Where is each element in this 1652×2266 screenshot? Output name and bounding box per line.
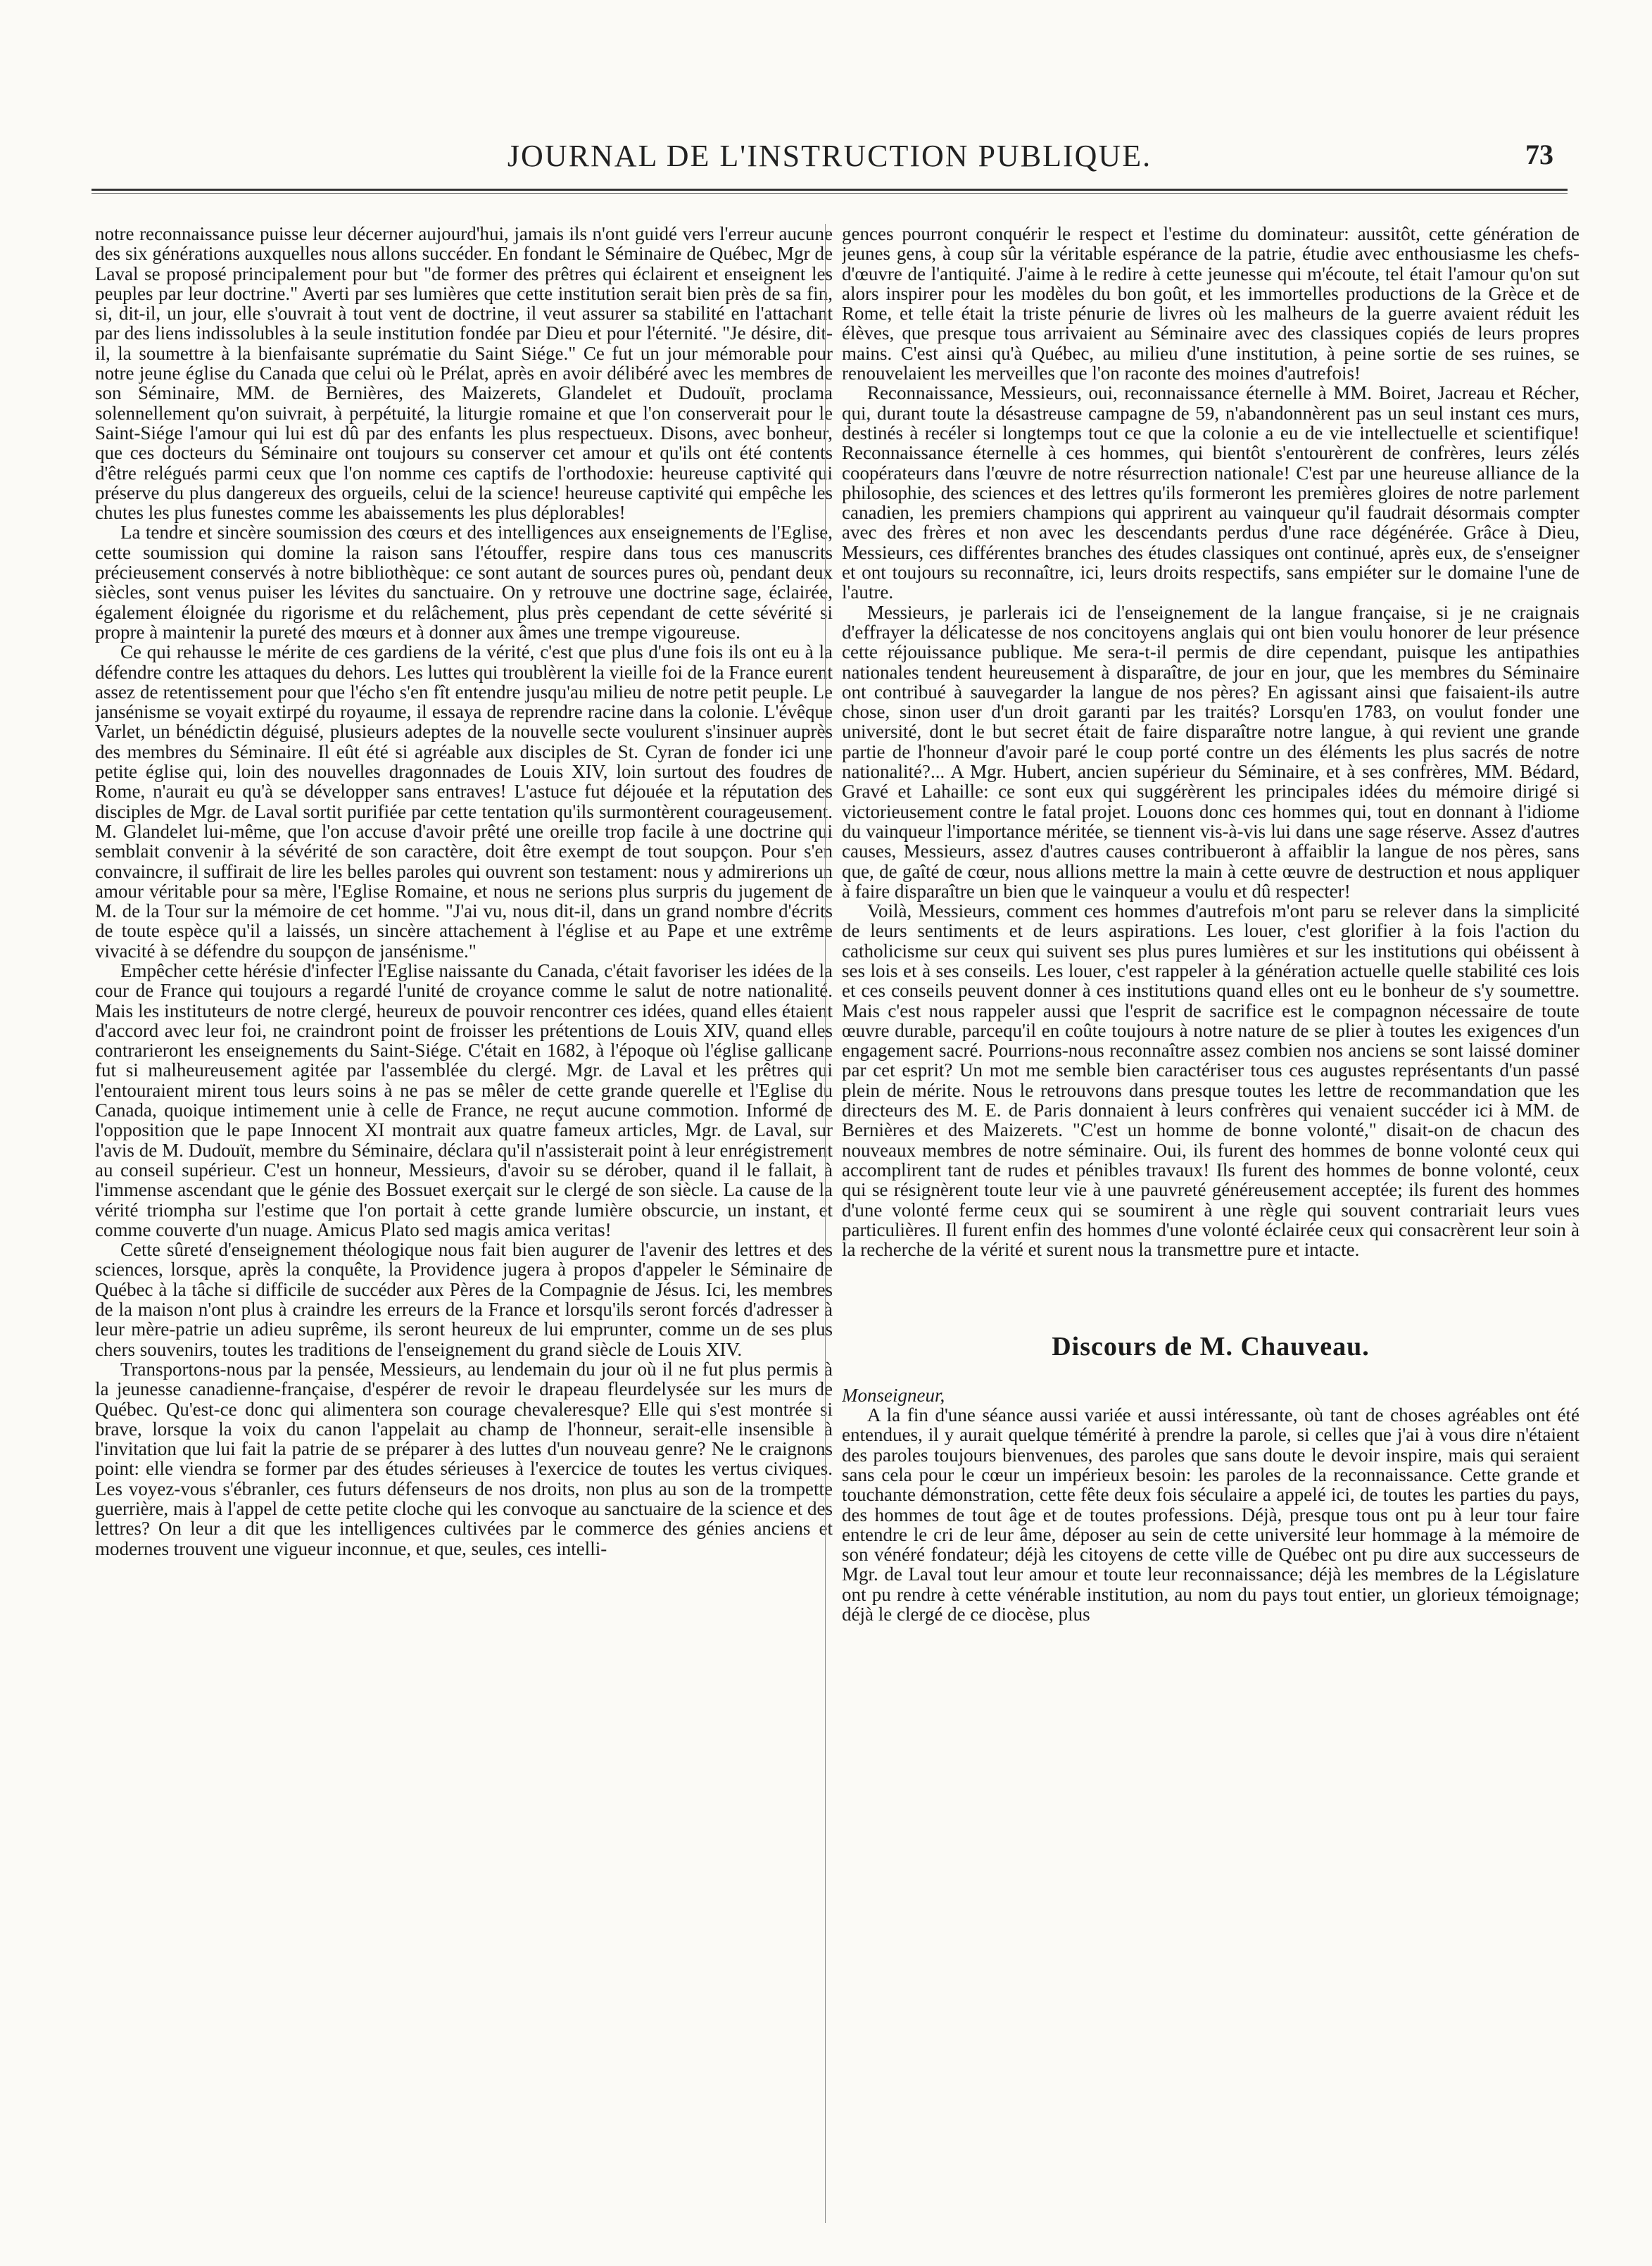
paragraph: gences pourront conquérir le respect et l'estime du dominateur: aussitôt, cette génération de jeunes gens, à coup sûr la véritable espérance de la patrie, étudie avec enthousiasme les chefs-d'œuvre de l'antiquité. J'aime à le redire à cette jeunesse qui m'écoute, tel était l'amour qu'on sut alors inspirer pour les modèles du bon goût, et les immortelles productions de la Grèce et de Rome, et telle était la triste pénurie de livres où les malheurs de la guerre avaient réduit les élèves, que presque tous arrivaient au Séminaire avec des classiques copiés de leurs propres mains. C'est ainsi qu'à Québec, au milieu d'une institution, à peine sortie de ses ruines, se renouvelaient les merveilles que l'on raconte des moines d'autrefois! [842, 224, 1580, 384]
paragraph: Ce qui rehausse le mérite de ces gardiens de la vérité, c'est que plus d'une fois ils ont eu à la défendre contre les attaques du dehors. Les luttes qui troublèrent la vieille foi de la France eurent assez de retentissement pour que l'écho s'en fît entendre jusqu'au milieu de notre petit peuple. Le jansénisme se voyait extirpé du royaume, il essaya de reprendre racine dans la colonie. L'évêque Varlet, un bénédictin déguisé, plusieurs adeptes de la nouvelle secte voulurent s'insinuer auprès des membres du Séminaire. Il eût été si agréable aux disciples de St. Cyran de fonder ici une petite église qui, loin des nouvelles dragonnades de Louis XIV, loin surtout des foudres de Rome, n'aurait eu qu'à se développer sans entraves! L'astuce fut déjouée et la réputation des disciples de Mgr. de Laval sortit purifiée par cette tentation qu'ils surmontèrent courageusement. M. Glandelet lui-même, que l'on accuse d'avoir prêté une oreille trop facile à une doctrine qui semblait convenir à la sévérité de son caractère, doit être exempt de tout soupçon. Pour s'en convaincre, il suffirait de lire les belles paroles qui ouvrent son testament: nous y admirerions un amour véritable pour sa mère, l'Eglise Romaine, et nous ne serions plus surpris du jugement de M. de la Tour sur la mémoire de cet homme. "J'ai vu, nous dit-il, dans un grand nombre d'écrits de toute espèce qu'il a laissés, un sincère attachement à l'église et au Pape et une extrême vivacité à se défendre du soupçon de jansénisme." [95, 641, 833, 962]
section-title: Discours de M. Chauveau. [1052, 1332, 1370, 1362]
right-column [842, 224, 1580, 2223]
page-number: 73 [1525, 139, 1553, 170]
paragraph: La tendre et sincère soumission des cœurs et des intelligences aux enseignements de l'Eglise, cette soumission qui domine la raison sans l'étouffer, respire dans tous ces manuscrits précieusement conservés à notre bibliothèque: ce sont autant de sources pures où, pendant deux siècles, sont venus puiser les lévites du sanctuaire. On y retrouve une doctrine sage, éclairée, également éloignée du rigorisme et du relâchement, plus près cependant de cette sévérité si propre à maintenir la pureté des mœurs et à donner aux âmes une trempe vigoureuse. [95, 522, 833, 643]
header-rule [92, 189, 1568, 194]
left-column [95, 224, 833, 2223]
paragraph: Voilà, Messieurs, comment ces hommes d'autrefois m'ont paru se relever dans la simplicité de leurs sentiments et de leurs aspirations. Les louer, c'est glorifier à la fois l'action du catholicisme sur ceux qui suivent ses plus pures lumières et sur les institutions qui obéissent à ses lois et à ses conseils. Les louer, c'est rappeler à la génération actuelle quelle stabilité ces lois et ces conseils peuvent donner à ces institutions quand elles ont eu le bonheur de s'y soumettre. Mais c'est nous rappeler aussi que l'esprit de sacrifice est le compagnon nécessaire de toute œuvre durable, parcequ'il en coûte toujours à notre nature de se plier à toutes les exigences d'un engagement sacré. Pourrions-nous reconnaître assez combien nos anciens se sont laissé dominer par cet esprit? Un mot me semble bien caractériser tous ces augustes représentants d'un passé plein de mérite. Nous le retrouvons dans presque toutes les lettre de recommandation que les directeurs des M. E. de Paris donnaient à leurs confrères qui venaient succéder ici à MM. de Bernières et des Maizerets. "C'est un homme de bonne volonté," disait-on de chacun des nouveaux membres de notre séminaire. Oui, ils furent des hommes de bonne volonté ceux qui accomplirent tant de rudes et pénibles travaux! Ils furent des hommes de bonne volonté, ceux qui se résignèrent toute leur vie à une pauvreté généreusement acceptée; ils furent des hommes d'une volonté ferme ceux qui se soumirent à une règle qui souvent contrariait leurs vues particulières. Il furent enfin des hommes d'une volonté éclairée ceux qui consacrèrent leur soin à la recherche de la vérité et surent nous la transmettre pure et intacte. [842, 900, 1580, 1261]
paragraph: Empêcher cette hérésie d'infecter l'Eglise naissante du Canada, c'était favoriser les idées de la cour de France qui toujours a regardé l'unité de croyance comme le salut de notre nationalité. Mais les instituteurs de notre clergé, heureux de pouvoir rencontrer ces idées, quand elles étaient d'accord avec leur foi, ne craindront point de froisser les prétentions de Louis XIV, quand elles contrarieront les enseignements du Saint-Siége. C'était en 1682, à l'époque où l'église gallicane fut si malheureusement agitée par l'assemblée du clergé. Mgr. de Laval et les prêtres qui l'entouraient mirent tous leurs soins à ne pas se mêler de cette grande querelle et l'Eglise du Canada, quoique intimement unie à celle de France, ne reçut aucune commotion. Informé de l'opposition que le pape Innocent XI montrait aux quatre fameux articles, Mgr. de Laval, sur l'avis de M. Dudouït, membre du Séminaire, déclara qu'il n'assisterait point à leur enrégistrement au conseil supérieur. C'est un honneur, Messieurs, d'avoir su se dérober, quand il le fallait, à l'immense ascendant que le génie des Bossuet exerçait sur le clergé de son siècle. La cause de la vérité triompha sur l'estime que l'on portait à cette grande lumière obscurcie, un instant, et comme couverte d'un nuage. Amicus Plato sed magis amica veritas! [95, 959, 833, 1240]
column-divider [825, 224, 826, 2223]
paragraph: Transportons-nous par la pensée, Messieurs, au lendemain du jour où il ne fut plus permis à la jeunesse canadienne-française, d'espérer de revoir le drapeau fleurdelysée sur les murs de Québec. Qu'est-ce donc qui alimentera son courage chevaleresque? Elle qui s'est montrée si brave, lorsque la voix du canon l'appelait au champ de l'honneur, serait-elle insensible à l'invitation que lui fait la patrie de se préparer à des luttes d'un nouveau genre? Ne le craignons point: elle viendra se former par des études sérieuses à l'exercice de toutes les vertus civiques. Les voyez-vous s'ébranler, ces futurs défenseurs de nos droits, non plus au son de la trompette guerrière, mais à l'appel de cette petite cloche qui les convoque au sanctuaire de la science et des lettres? On leur a dit que les intelligences cultivées par le commerce des génies anciens et modernes trouvent une vigueur inconnue, et que, seules, ces intelli- [95, 1358, 833, 1559]
paragraph: Cette sûreté d'enseignement théologique nous fait bien augurer de l'avenir des lettres et des sciences, lorsque, après la conquête, la Providence jugera à propos d'appeler le Séminaire de Québec à la tâche si difficile de succéder aux Pères de la Compagnie de Jésus. Ici, les membres de la maison n'ont plus à craindre les erreurs de la France et lorsqu'ils seront forcés d'adresser à leur mère-patrie un adieu suprême, ils seront heureux de lui emprunter, comme un de ses plus chers souvenirs, toutes les traditions de l'enseignement du grand siècle de Louis XIV. [95, 1239, 833, 1360]
paragraph: Reconnaissance, Messieurs, oui, reconnaissance éternelle à MM. Boiret, Jacreau et Récher, qui, durant toute la désastreuse campagne de 59, n'abandonnèrent pas un seul instant ces murs, destinés à recéler si longtemps tout ce que la colonie a eu de vie intellectuelle et scientifique! Reconnaissance éternelle à ces hommes, qui bientôt s'entourèrent de confrères, leurs zélés coopérateurs dans l'œuvre de notre résurrection nationale! C'est par une heureuse alliance de la philosophie, des sciences et des lettres qu'ils formeront les premières gloires de notre parlement canadien, les premiers champions qui apprirent au vainqueur qu'il faudrait désormais compter avec des frères et non avec les descendants perdus d'une race dégénérée. Grâce à Dieu, Messieurs, ces différentes branches des études classiques ont continué, après eux, de s'enseigner et ont toujours su reconnaître, ici, leurs droits respectifs, sans empiéter sur le domaine l'une de l'autre. [842, 382, 1580, 603]
page-header [92, 138, 1568, 180]
paragraph: notre reconnaissance puisse leur décerner aujourd'hui, jamais ils n'ont guidé vers l'erreur aucune des six générations auxquelles nous allons succéder. En fondant le Séminaire de Québec, Mgr de Laval se proposé principalement pour but "de former des prêtres qui éclairent et enseignent les peuples par leur doctrine." Averti par ses lumières que cette institution serait bien près de sa fin, si, dit-il, un jour, elle s'ouvrait à tout vent de doctrine, il veut assurer sa stabilité en l'attachant par des liens indissolubles à la seule institution fondée par Dieu et pour l'éternité. "Je désire, dit-il, la soumettre à la bienfaisante suprématie du Saint Siége." Ce fut un jour mémorable pour notre jeune église du Canada que celui où le Prélat, après en avoir délibéré avec les membres de son Séminaire, MM. de Bernières, des Maizerets, Glandelet et Dudouït, proclama solennellement qu'on suivrait, à perpétuité, la liturgie romaine et que l'on conserverait pour le Saint-Siége l'amour qui lui est dû par des enfants les plus respectueux. Disons, avec bonheur, que ces docteurs du Séminaire ont toujours su conserver cet amour et qu'ils ont été contents d'être relégués parmi ceux que l'on nomme ces captifs de l'orthodoxie: heureuse captivité qui préserve du plus dangereux des orgueils, celui de la science! heureuse captivité qui empêche les chutes les plus funestes comme les abaissements les plus déplorables! [95, 224, 833, 524]
paragraph: Messieurs, je parlerais ici de l'enseignement de la langue française, si je ne craignais d'effrayer la délicatesse de nos concitoyens anglais qui ont bien voulu honorer de leur présence cette réjouissance publique. Me sera-t-il permis de dire cependant, puisque les antipathies nationales tendent heureusement à disparaître, de jour en jour, que les membres du Séminaire ont contribué à sauvegarder la langue de nos pères? En agissant ainsi que faisaient-ils autre chose, sinon user d'un droit garanti par les traités? Lorsqu'en 1783, on voulut fonder une université, dont le but secret était de faire disparaître notre langue, à qui revient une grande partie de l'honneur d'avoir paré le coup porté contre un des éléments les plus sacrés de notre nationalité?... A Mgr. Hubert, ancien supérieur du Séminaire, et à ses confrères, MM. Bédard, Gravé et Lahaille: ce sont eux qui suggérèrent les principales idées du mémoire dirigé si victorieusement contre le fatal projet. Louons donc ces hommes qui, tout en donnant à l'idiome du vainqueur l'importance méritée, se tiennent vis-à-vis lui dans une sage réserve. Assez d'autres causes, Messieurs, assez d'autres causes contribueront à affaiblir la langue de nos pères, sans que, de gaîté de cœur, nous allions mettre la main à cette œuvre de destruction et nous appliquer à faire disparaître un bien que le vainqueur a voulu et dû respecter! [842, 601, 1580, 902]
running-title: JOURNAL DE L'INSTRUCTION PUBLIQUE. [507, 139, 1152, 173]
paragraph: A la fin d'une séance aussi variée et aussi intéressante, où tant de choses agréables ont été entendues, il y aurait quelque témérité à prendre la parole, si celles que j'ai à vous dire n'étaient des paroles toujours bienvenues, des paroles que sans doute le devoir inspire, mais qui seraient sans cela pour le cœur un impérieux besoin: les paroles de la reconnaissance. Cette grande et touchante démonstration, cette fête deux fois séculaire a appelé ici, de toutes les parties du pays, des hommes de tout âge et de toutes professions. Déjà, presque tous ont pu à leur tour faire entendre le cri de leur âme, déposer au sein de cette université leur hommage à la mémoire de son vénéré fondateur; déjà les citoyens de cette ville de Québec ont pu dire aux successeurs de Mgr. de Laval tout leur amour et toute leur reconnaissance; déjà les membres de la Législature ont pu rendre à cette vénérable institution, au nom du pays tout entier, un glorieux témoignage; déjà le clergé de ce diocèse, plus [842, 1404, 1580, 1625]
salutation: Monseigneur, [842, 1384, 945, 1406]
